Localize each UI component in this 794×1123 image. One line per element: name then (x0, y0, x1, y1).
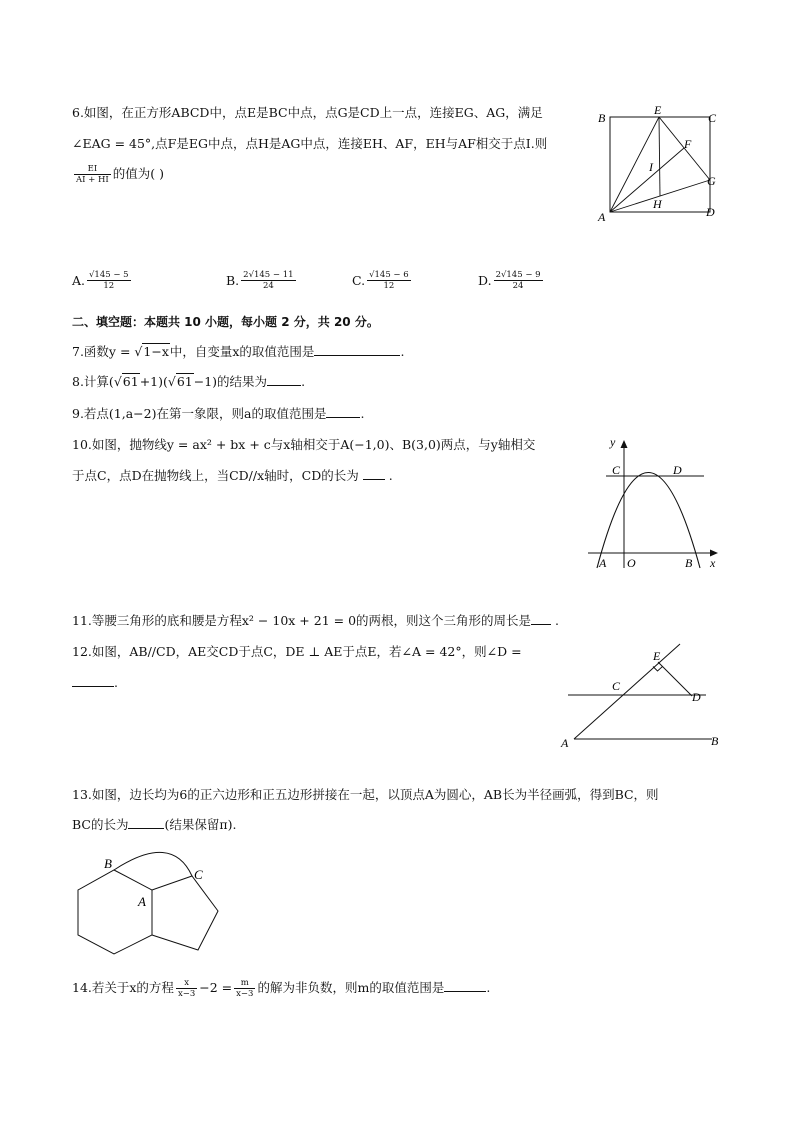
q6-fraction (74, 164, 111, 185)
q8-radicand-1: 61 (122, 374, 139, 389)
q14-post: 的解为非负数，则m的取值范围是 (257, 980, 445, 995)
q14-frac2-den: x−3 (236, 989, 254, 999)
q12-label-a: A (561, 736, 569, 750)
q8-post: −1)的结果为 (193, 374, 268, 389)
q10-label-d: D (673, 463, 682, 477)
q6-option-a-num: √145 − 5 (89, 270, 129, 280)
q6-line1: 6.如图，在正方形ABCD中，点E是BC中点，点G是CD上一点，连接EG、AG，满足 (72, 105, 543, 120)
q13-line2 (72, 816, 236, 834)
q6-option-b-den: 24 (262, 281, 274, 291)
q14-answer-blank[interactable] (444, 979, 486, 992)
q6-option-d[interactable] (478, 270, 545, 291)
q7-line: 7.函数y = √1−x中，自变量x的取值范围是 . (72, 344, 405, 359)
q6-line2: ∠EAG = 45°,点F是EG中点，点H是AG中点，连接EH、AF，EH与AF相交于点I.则 (72, 136, 548, 151)
q6-square-figure (594, 100, 728, 225)
q8-pre: 8.计算( (72, 374, 114, 389)
q7-end: . (400, 344, 405, 359)
q7-post: 中，自变量x的取值范围是 (169, 344, 315, 359)
q9-line (72, 405, 364, 423)
q12-end: . (114, 675, 118, 690)
q13-line1: 13.如图，边长均为6的正六边形和正五边形拼接在一起，以顶点A为圆心，AB长为半径画弧，得到BC，则 (72, 787, 659, 802)
q14-line (72, 978, 490, 999)
q12-label-d: D (692, 690, 701, 704)
q13-answer-blank[interactable] (128, 816, 164, 829)
q9-end: . (360, 406, 365, 421)
q10-label-c: C (612, 463, 621, 477)
q6-option-d-num: 2√145 − 9 (495, 270, 541, 280)
q12-label-e: E (653, 649, 661, 663)
q6-option-d-den: 24 (512, 281, 524, 291)
q11-end: . (555, 613, 559, 628)
q13-line2-text: BC的长为 (72, 817, 129, 832)
q6-label-f: F (684, 137, 692, 151)
q8-line: 8.计算(√61+1)(√61−1)的结果为 . (72, 374, 306, 389)
q11-line (72, 612, 559, 630)
q6-option-b[interactable] (226, 270, 298, 291)
q6-option-c-den: 12 (383, 281, 395, 291)
q10-label-y: y (610, 435, 616, 449)
q7-radicand: 1−x (143, 344, 169, 359)
q6-frac-num: EI (74, 164, 111, 175)
q13-polygon-figure (68, 848, 228, 960)
q10-label-o: O (627, 556, 636, 570)
q6-option-c[interactable] (352, 270, 413, 291)
q10-line2-text: 于点C，点D在抛物线上，当CD//x轴时，CD的长为 (72, 468, 359, 483)
q8-radicand-2: 61 (176, 374, 193, 389)
q12-label-c: C (612, 679, 621, 693)
q6-option-a[interactable] (72, 270, 133, 291)
q7-pre: 7.函数y = (72, 344, 135, 359)
q6-label-d: D (706, 205, 715, 219)
q12-label-b: B (711, 734, 719, 748)
q11-text: 11.等腰三角形的底和腰是方程x² − 10x + 21 = 0的两根，则这个三角形的周长是 (72, 613, 532, 628)
q6-label-b: B (598, 111, 606, 125)
q7-answer-blank[interactable] (314, 343, 400, 356)
q12-parallel-figure (558, 640, 728, 752)
q6-option-c-num: √145 − 6 (369, 270, 409, 280)
q6-label-e: E (654, 103, 662, 117)
q11-answer-blank[interactable] (531, 612, 551, 625)
q6-option-d-letter: D. (478, 273, 492, 288)
q6-option-c-letter: C. (352, 273, 366, 288)
q10-label-a: A (599, 556, 607, 570)
q13-label-c: C (194, 867, 203, 882)
q8-mid: +1)( (139, 374, 168, 389)
q6-label-c: C (708, 111, 717, 125)
q13-label-b: B (104, 856, 112, 871)
q6-label-h: H (653, 197, 662, 211)
q10-parabola-figure (586, 432, 726, 572)
q10-line1: 10.如图，抛物线y = ax² + bx + c与x轴相交于A(−1,0)、B(3,0)两点，与y轴相交 (72, 437, 536, 452)
q6-line3-tail: 的值为( ) (112, 166, 165, 181)
q6-option-b-num: 2√145 − 11 (243, 270, 294, 280)
q6-option-a-letter: A. (72, 273, 86, 288)
q12-line1: 12.如图，AB//CD，AE交CD于点C，DE ⊥ AE于点E，若∠A = 42°，则∠D = (72, 644, 522, 659)
q14-frac2-num: m (234, 978, 255, 989)
q9-answer-blank[interactable] (326, 405, 360, 418)
q6-label-g: G (707, 174, 716, 188)
q14-end: . (486, 980, 491, 995)
q14-pre: 14.若关于x的方程 (72, 980, 174, 995)
q6-line3 (72, 164, 164, 185)
q13-line2-tail: (结果保留π). (164, 817, 237, 832)
q6-option-b-letter: B. (226, 273, 240, 288)
q14-mid: −2 = (199, 980, 233, 995)
q6-option-a-den: 12 (103, 281, 115, 291)
q10-line2 (72, 467, 393, 485)
q13-label-a: A (138, 894, 146, 909)
q10-answer-blank[interactable] (363, 467, 385, 480)
q10-label-b: B (685, 556, 693, 570)
q6-label-i: I (649, 160, 653, 174)
q6-label-a: A (598, 210, 606, 224)
q9-text: 9.若点(1,a−2)在第一象限，则a的取值范围是 (72, 406, 327, 421)
q8-end: . (301, 374, 306, 389)
q12-answer-blank[interactable] (72, 674, 114, 687)
q10-label-x: x (710, 556, 716, 570)
q6-frac-den: AI + HI (76, 175, 109, 185)
q8-answer-blank[interactable] (267, 373, 301, 386)
q14-frac1-num: x (176, 978, 197, 989)
q12-line2 (72, 674, 118, 692)
section-heading: 二、填空题：本题共 10 小题，每小题 2 分，共 20 分。 (72, 315, 379, 329)
q14-frac1-den: x−3 (177, 989, 196, 999)
q10-end: . (388, 468, 393, 483)
